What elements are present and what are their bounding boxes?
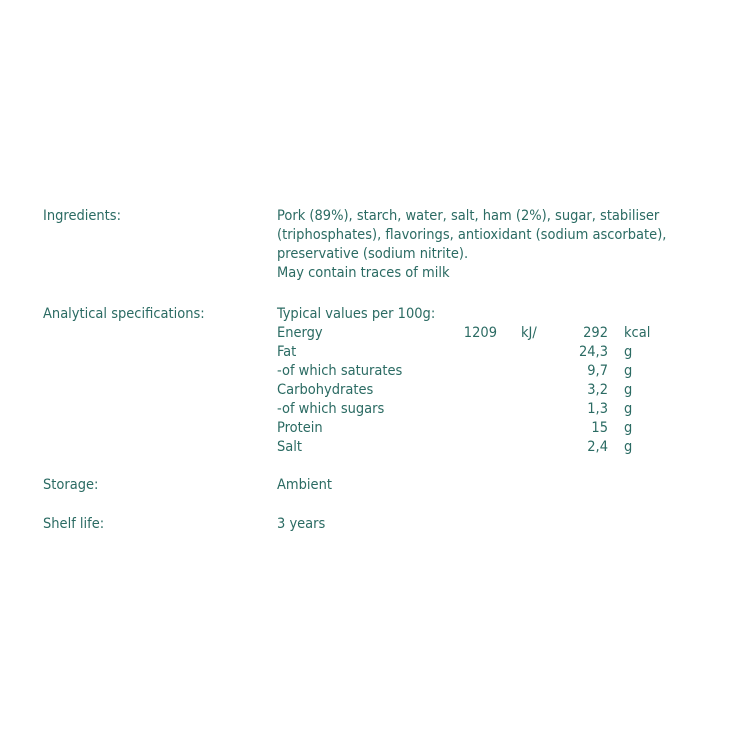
nutrition-heading: Typical values per 100g: — [277, 306, 436, 322]
storage-value: Ambient — [277, 477, 332, 493]
energy-kj-unit: kJ/ — [521, 325, 537, 341]
ingredients-line: preservative (sodium nitrite). — [277, 246, 469, 262]
energy-kcal-unit: kcal — [624, 325, 651, 341]
ingredients-line: (triphosphates), flavorings, antioxidant (sodium ascorbate), — [277, 227, 667, 243]
energy-kcal: 292 — [583, 325, 608, 341]
nutrient-value: 2,4 — [587, 439, 608, 455]
nutrient-unit: g — [624, 363, 633, 379]
nutrient-name: -of which sugars — [277, 401, 385, 417]
nutrient-value: 15 — [591, 420, 608, 436]
nutrient-value: 3,2 — [587, 382, 608, 398]
ingredients-line: May contain traces of milk — [277, 265, 450, 281]
storage-label: Storage: — [43, 477, 99, 493]
nutrient-unit: g — [624, 439, 633, 455]
nutrient-name: Energy — [277, 325, 323, 341]
nutrient-unit: g — [624, 382, 633, 398]
nutrition-row — [277, 419, 697, 438]
nutrient-unit: g — [624, 420, 633, 436]
nutrient-value: 9,7 — [587, 363, 608, 379]
nutrient-unit: g — [624, 344, 633, 360]
nutrition-row — [277, 343, 697, 362]
shelf-life-label: Shelf life: — [43, 516, 105, 532]
energy-kj: 1209 — [463, 325, 497, 341]
ingredients-label: Ingredients: — [43, 208, 121, 224]
nutrition-table — [277, 305, 697, 457]
nutrition-row — [277, 362, 697, 381]
ingredients-line: Pork (89%), starch, water, salt, ham (2%), sugar, stabiliser — [277, 208, 660, 224]
nutrient-name: Salt — [277, 439, 303, 455]
nutrient-unit: g — [624, 401, 633, 417]
nutrient-name: Carbohydrates — [277, 382, 374, 398]
nutrition-row — [277, 381, 697, 400]
nutrition-row-energy — [277, 324, 697, 343]
nutrient-name: Protein — [277, 420, 323, 436]
nutrition-row — [277, 438, 697, 457]
analytical-label: Analytical specifications: — [43, 306, 205, 322]
nutrition-row — [277, 400, 697, 419]
nutrient-name: Fat — [277, 344, 297, 360]
ingredients-text — [277, 207, 666, 283]
nutrient-value: 1,3 — [587, 401, 608, 417]
nutrient-name: -of which saturates — [277, 363, 403, 379]
nutrient-value: 24,3 — [578, 344, 608, 360]
shelf-life-value: 3 years — [277, 516, 326, 532]
